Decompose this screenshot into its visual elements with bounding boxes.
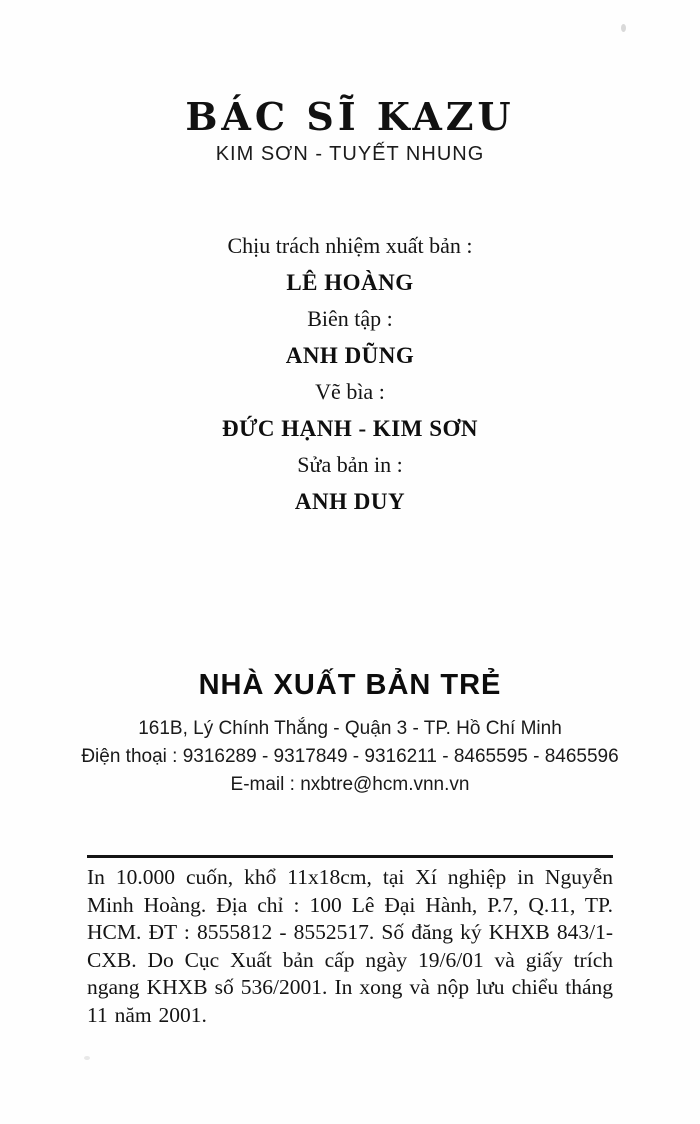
credit-role-proofreading: Sửa bản in : [297, 452, 403, 477]
colophon-section [87, 855, 613, 1030]
book-title: BÁC SĨ KAZU [185, 93, 515, 140]
publisher-phone: Điện thoại : 9316289 - 9317849 - 9316211 - 8465595 - 8465596 [81, 746, 619, 767]
credit-role-publishing-responsibility: Chịu trách nhiệm xuất bản : [227, 233, 473, 258]
credit-role-cover-art: Vẽ bìa : [315, 379, 385, 404]
scan-speck [84, 1056, 90, 1060]
credit-name-cover-art: ĐỨC HẠNH - KIM SƠN [221, 415, 479, 441]
scan-speck [621, 24, 626, 32]
credit-role-editor: Biên tập : [307, 306, 393, 331]
publisher-name: NHÀ XUẤT BẢN TRẺ [198, 669, 502, 701]
publisher-email: E-mail : nxbtre@hcm.vnn.vn [230, 774, 470, 795]
credits-block [0, 228, 700, 520]
credit-name-publishing-responsibility: LÊ HOÀNG [286, 269, 414, 295]
authors-line: KIM SƠN - TUYẾT NHUNG [215, 143, 485, 165]
publisher-contact-block [0, 715, 700, 799]
print-colophon-text: In 10.000 cuốn, khổ 11x18cm, tại Xí nghiệp in Nguyễn Minh Hoàng. Địa chỉ : 100 Lê Đại Hành, P.7, Q.11, TP. HCM. ĐT : 8555812 - 8552517. Số đăng ký KHXB 843/1-CXB. Do Cục Xuất bản cấp ngày 19/6/01 và giấy trích ngang KHXB số 536/2001. In xong và nộp lưu chiểu tháng 11 năm 2001. [87, 865, 613, 1027]
credit-name-editor: ANH DŨNG [285, 342, 415, 368]
publisher-address: 161B, Lý Chính Thắng - Quận 3 - TP. Hồ Chí Minh [138, 718, 562, 739]
credit-name-proofreading: ANH DUY [294, 488, 406, 514]
